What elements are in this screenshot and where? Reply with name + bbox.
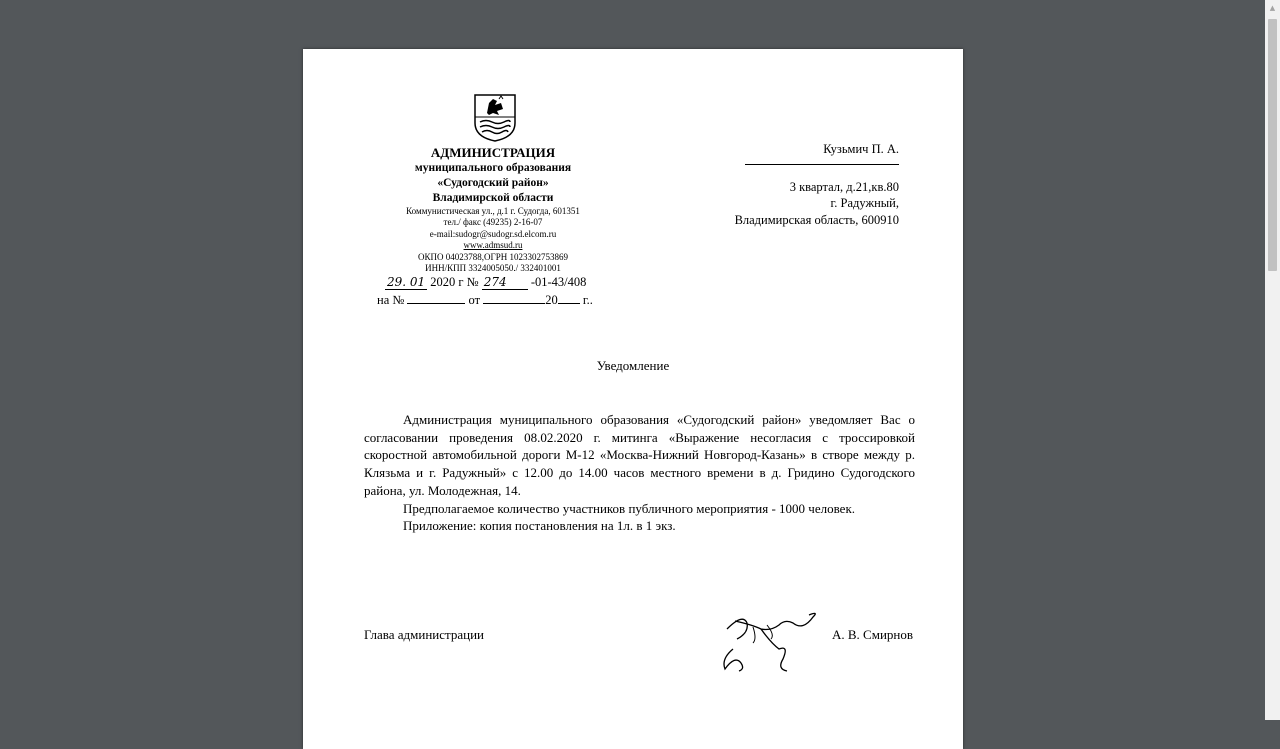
org-inn: ИНН/КПП 3324005050./ 332401001 bbox=[425, 263, 561, 274]
org-website: www.admsud.ru bbox=[463, 240, 523, 251]
scroll-up-arrow-icon[interactable]: ▲ bbox=[1269, 4, 1276, 12]
org-address: Коммунистическая ул., д.1 г. Судогда, 601351 bbox=[406, 206, 580, 216]
addressee-address-line2: г. Радужный, bbox=[830, 196, 899, 210]
letterhead bbox=[343, 145, 643, 274]
registration-date: 29. 01 bbox=[387, 275, 426, 289]
reply-reference-line bbox=[377, 293, 593, 308]
addressee-address-line1: 3 квартал, д.21,кв.80 bbox=[789, 179, 899, 194]
scrollbar-thumb[interactable] bbox=[1268, 19, 1277, 271]
body-paragraph: Администрация муниципального образования «Судогодский район» уведомляет Вас о согласовании проведения 08.02.2020 г. митинга «Выражение несогласия с троссировкой скоростной автомобильной дороги М-12 «Москва-Нижний Новгород-Казань» в створе между р. Клязьма и г. Радужный» с 12.00 до 14.00 часов местного времени в д. Гридино Судогодского района, ул. Молодежная, 14. bbox=[364, 412, 915, 498]
body-paragraph: Приложение: копия постановления на 1л. в 1 экз. bbox=[403, 518, 676, 534]
reply-from: от bbox=[468, 293, 481, 307]
org-name: «Судогодский район» bbox=[437, 177, 549, 189]
addressee-divider bbox=[745, 164, 899, 165]
document-heading: Уведомление bbox=[596, 358, 670, 373]
reply-prefix: на № bbox=[377, 293, 405, 307]
coat-of-arms-icon bbox=[473, 93, 517, 143]
org-region: Владимирской области bbox=[432, 192, 554, 204]
registration-year: 2020 г № bbox=[430, 275, 479, 289]
addressee-block bbox=[735, 141, 899, 228]
vertical-scrollbar[interactable] bbox=[1265, 0, 1280, 720]
reply-year-blank bbox=[558, 293, 580, 304]
reply-year: 20 bbox=[545, 293, 558, 307]
registration-suffix: -01-43/408 bbox=[530, 275, 587, 289]
registration-line bbox=[385, 275, 586, 290]
org-title: АДМИНИСТРАЦИЯ bbox=[430, 145, 556, 160]
body-paragraph: Предполагаемое количество участников публичного мероприятия - 1000 человек. bbox=[403, 500, 856, 516]
document-body bbox=[364, 411, 915, 535]
org-subtitle: муниципального образования bbox=[414, 162, 572, 174]
registration-number: 274 bbox=[482, 276, 528, 290]
addressee-address-line3: Владимирская область, 600910 bbox=[734, 212, 899, 227]
signatory-name: А. В. Смирнов bbox=[831, 627, 913, 642]
org-phone: тел./ факс (49235) 2-16-07 bbox=[443, 217, 543, 228]
org-okpo: ОКПО 04023788,ОГРН 1023302753869 bbox=[418, 251, 568, 262]
addressee-name: Кузьмич П. А. bbox=[823, 142, 899, 156]
org-email: e-mail:sudogr@sudogr.sd.elcom.ru bbox=[429, 228, 557, 239]
signatory-position: Глава администрации bbox=[364, 627, 485, 642]
reply-date-blank bbox=[483, 293, 545, 304]
handwritten-signature bbox=[713, 609, 823, 673]
reply-number-blank bbox=[407, 293, 465, 304]
document-page bbox=[303, 49, 963, 749]
reply-end: г.. bbox=[582, 293, 593, 307]
